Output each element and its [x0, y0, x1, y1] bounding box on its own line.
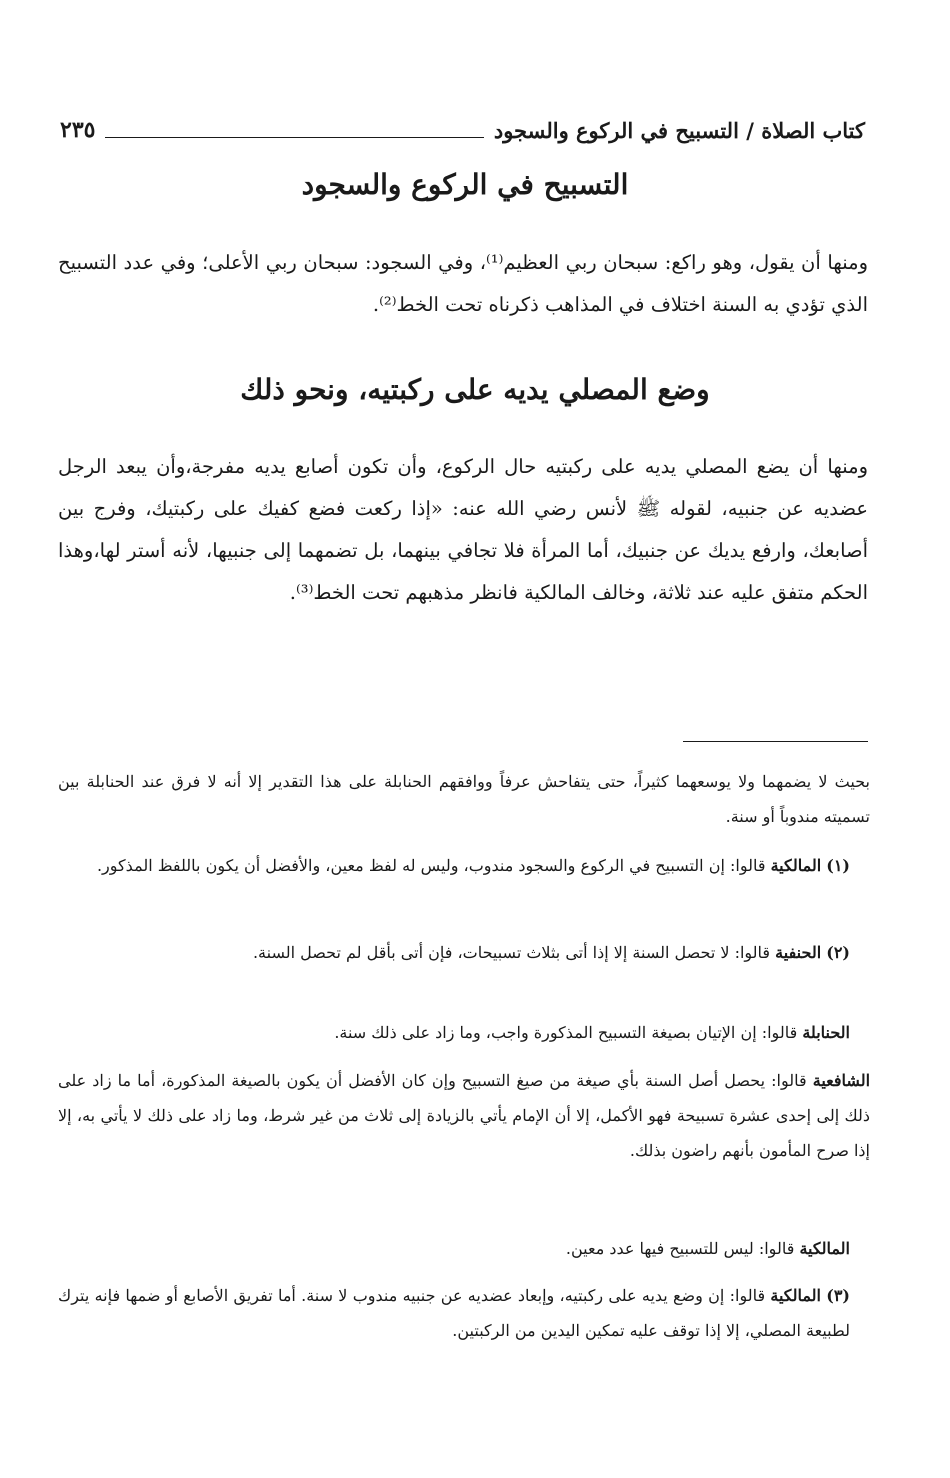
footnote-text: قالوا: يحصل أصل السنة بأي صيغة من صيغ التسبيح وإن كان الأفضل أن يكون بالصيغة المذكورة، أما ما زاد على ذلك إلى إحدى عشرة تسبيحة فهو الأكمل، إلا أن الإمام يأتي بالزيادة إلى ثلاث من غير شرط، وما زاد على ذلك لا يأتي به، إلا إذا صرح المأمون بأنهم راضون بذلك. [58, 1071, 870, 1160]
footnote-1 [58, 848, 870, 883]
footnote-marker: (٢) [826, 943, 850, 962]
footnote-text: قالوا: إن وضع يديه على ركبتيه، وإبعاد عضديه عن جنبيه مندوب لا سنة. أما تفريق الأصابع أو ضمها فإنه يترك لطبيعة المصلي، إلا إذا توقف عليه تمكين اليدين من الركبتين. [58, 1286, 850, 1340]
footnote-school-label: الحنفية [775, 943, 822, 962]
footnote-marker: (٣) [826, 1286, 850, 1305]
running-title: كتاب الصلاة / التسبيح في الركوع والسجود [493, 117, 865, 143]
footnote-school-label: الشافعية [812, 1071, 871, 1090]
page-number: ٢٣٥ [60, 117, 96, 143]
footnote-2-maliki [58, 1231, 870, 1266]
header-rule [105, 123, 483, 138]
footnote-2-hanbali [58, 1015, 870, 1050]
footnote-text: قالوا: إن الإتيان بصيغة التسبيح المذكورة واجب، وما زاد على ذلك سنة. [334, 1023, 798, 1042]
footnote-school-label: المالكية [799, 1239, 850, 1258]
section-heading-tasbih: التسبيح في الركوع والسجود [301, 168, 629, 201]
footnote-3 [58, 1278, 870, 1348]
section-paragraph-tasbih: ومنها أن يقول، وهو راكع: سبحان ربي العظيم⁽¹⁾، وفي السجود: سبحان ربي الأعلى؛ وفي عدد التسبيح الذي تؤدي به السنة اختلاف في المذاهب ذكرناه تحت الخط⁽²⁾. [58, 251, 869, 316]
footnote-2-hanafi [58, 935, 870, 970]
footnote-school-label: الحنابلة [802, 1023, 850, 1042]
footnote-text: قالوا: لا تحصل السنة إلا إذا أتى بثلاث تسبيحات، فإن أتى بأقل لم تحصل السنة. [252, 943, 771, 962]
section-paragraph-hands-on-knees: ومنها أن يضع المصلي يديه على ركبتيه حال الركوع، وأن تكون أصابع يديه مفرجة،وأن يبعد الرجل عضديه عن جنبيه، لقوله ﷺ لأنس رضي الله عنه: «إذا ركعت فضع كفيك على ركبتيك، وفرج بين أصابعك، وارفع يديك عن جنبيك، أما المرأة فلا تجافي بينهما، بل تضمهما إلى جنبيها، لأنه أستر لها،وهذا الحكم متفق عليه عند ثلاثة، وخالف المالكية فانظر مذهبهم تحت الخط⁽³⁾. [58, 455, 868, 604]
footnote-2-shafii [58, 1063, 870, 1168]
footnote-marker: (١) [826, 856, 850, 875]
footnote-separator [683, 741, 868, 742]
footnote-school-label: المالكية [770, 856, 822, 875]
footnote-text: قالوا: ليس للتسبيح فيها عدد معين. [565, 1239, 795, 1258]
footnote-school-label: المالكية [770, 1286, 821, 1305]
footnote-text: قالوا: إن التسبيح في الركوع والسجود مندوب، وليس له لفظ معين، والأفضل أن يكون باللفظ المذكور. [96, 856, 766, 875]
section-heading-hands-on-knees: وضع المصلي يديه على ركبتيه، ونحو ذلك [240, 373, 710, 406]
running-header [60, 112, 865, 148]
footnote-continuation: بحيث لا يضمهما ولا يوسعهما كثيراً، حتى يتفاحش عرفاً ووافقهم الحنابلة على هذا التقدير إلا أنه لا فرق عند الحنابلة بين تسميته مندوباً أو سنة. [58, 772, 871, 826]
